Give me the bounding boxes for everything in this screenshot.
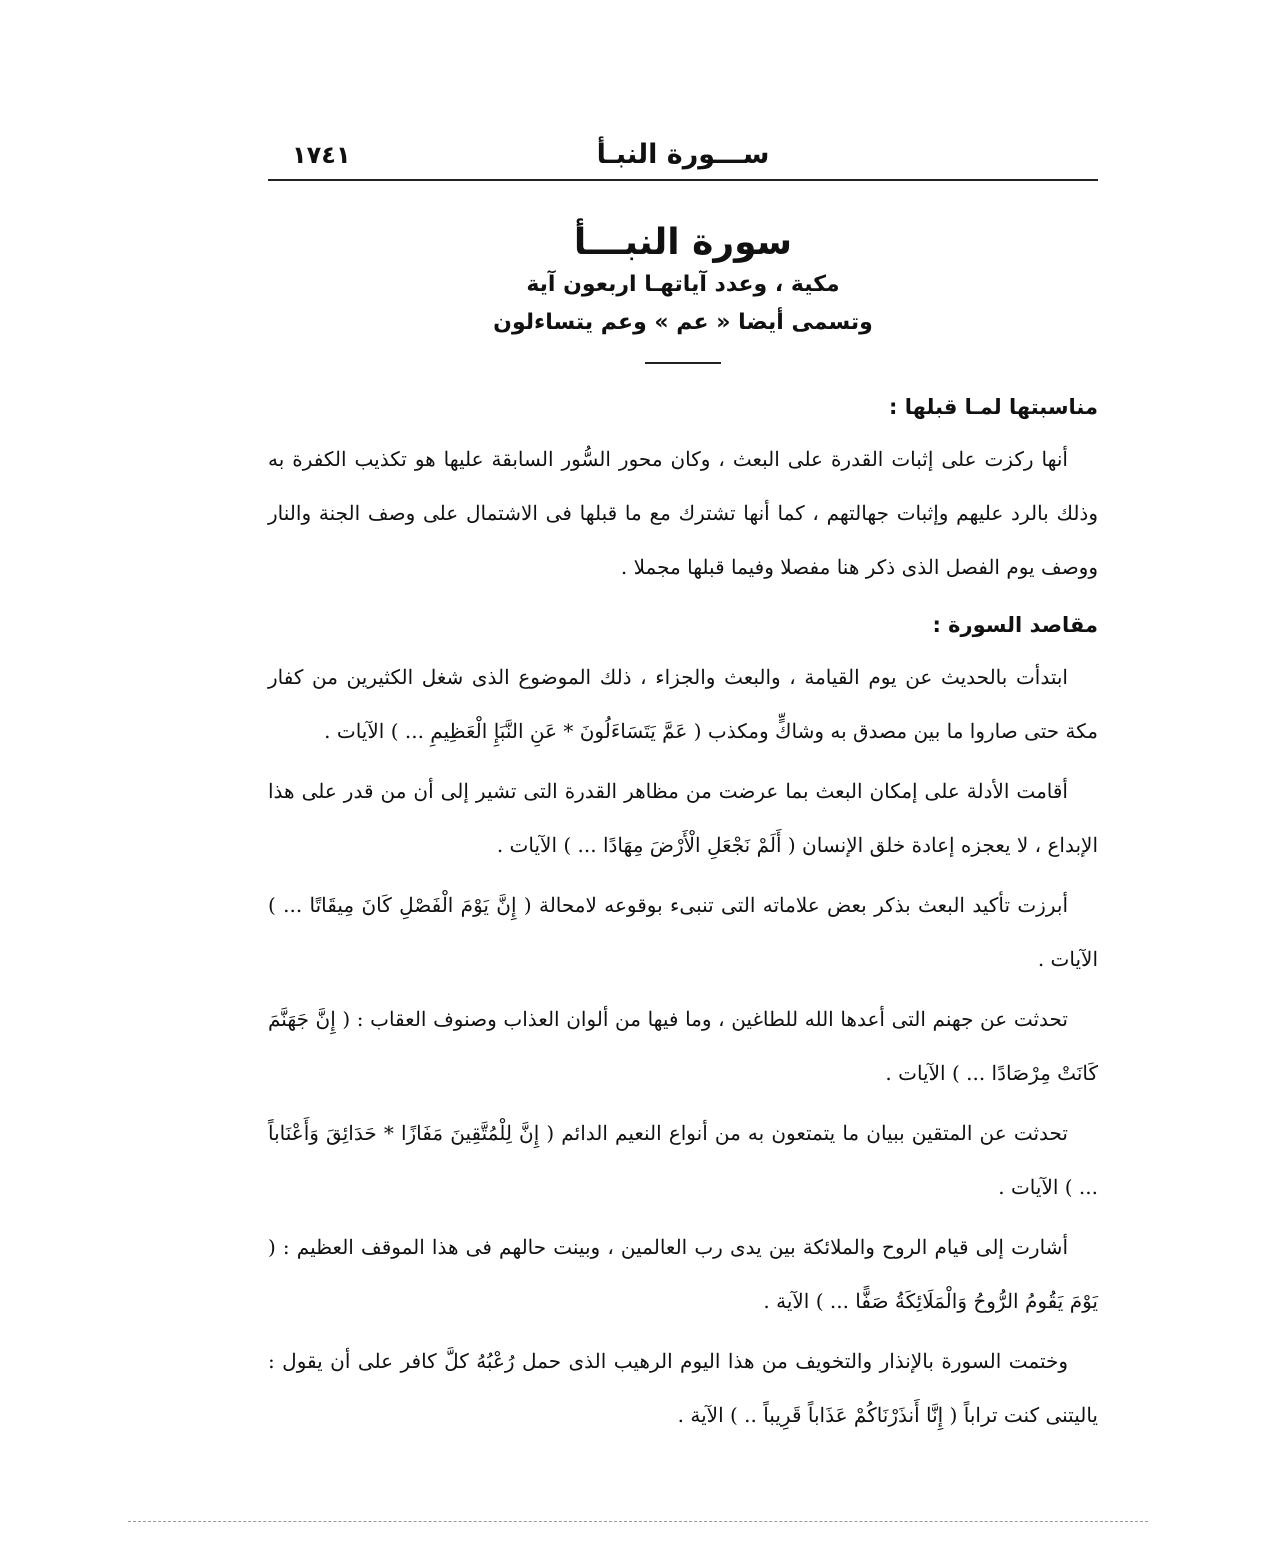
- running-title: ســـورة النبـأ: [596, 139, 770, 170]
- relation-heading: مناسبتها لمـا قبلها :: [888, 395, 1098, 419]
- page-bottom-rule: [128, 1521, 1148, 1522]
- surah-alt-names-line: وتسمى أيضا « عم » وعم يتساءلون: [493, 310, 873, 335]
- objective-paragraph: تحدثت عن جهنم التى أعدها الله للطاغين ، وما فيها من ألوان العذاب وصنوف العقاب : ( إِنَّ جَهَنَّمَ كَانَتْ مِرْصَادًا ... ) الآيات .: [268, 1007, 1098, 1085]
- title-divider: [645, 362, 721, 364]
- objective-paragraph: ابتدأت بالحديث عن يوم القيامة ، والبعث والجزاء ، ذلك الموضوع الذى شغل الكثيرين من كفار مكة حتى صاروا ما بين مصدق به وشاكٍّ ومكذب ( عَمَّ يَتَسَاءَلُونَ * عَنِ النَّبَإِ الْعَظِيمِ ... ) الآيات .: [268, 665, 1098, 743]
- objective-paragraph: تحدثت عن المتقين ببيان ما يتمتعون به من أنواع النعيم الدائم ( إِنَّ لِلْمُتَّقِينَ مَفَازًا * حَدَائِقَ وَأَعْنَاباً ... ) الآيات .: [268, 1121, 1098, 1199]
- surah-info-line: مكية ، وعدد آياتهـا اربعون آية: [526, 272, 840, 297]
- relation-paragraph: أنها ركزت على إثبات القدرة على البعث ، وكان محور السُّور السابقة عليها هو تكذيب الكفرة به وذلك بالرد عليهم وإثبات جهالتهم ، كما أنها تشترك مع ما قبلها فى الاشتمال على وصف الجنة والنار ووصف يوم الفصل الذى ذكر هنا مفصلا وفيما قبلها مجملا .: [268, 447, 1098, 579]
- objective-paragraph: أقامت الأدلة على إمكان البعث بما عرضت من مظاهر القدرة التى تشير إلى أن من قدر على هذا الإبداع ، لا يعجزه إعادة خلق الإنسان ( أَلَمْ نَجْعَلِ الْأَرْضَ مِهَادًا ... ) الآيات .: [268, 779, 1098, 857]
- objectives-heading: مقاصد السورة :: [932, 613, 1098, 637]
- objective-paragraph: أبرزت تأكيد البعث بذكر بعض علاماته التى تنبىء بوقوعه لامحالة ( إِنَّ يَوْمَ الْفَصْلِ كَانَ مِيقَاتًا ... ) الآيات .: [268, 893, 1098, 971]
- objective-paragraph: وختمت السورة بالإنذار والتخويف من هذا اليوم الرهيب الذى حمل رُعْبُهُ كلَّ كافر على أن يقول : ياليتنى كنت تراباً ( إِنَّا أَنذَرْنَاكُمْ عَذَاباً قَرِيباً .. ) الآية .: [268, 1349, 1098, 1427]
- objective-paragraph: أشارت إلى قيام الروح والملائكة بين يدى رب العالمين ، وبينت حالهم فى هذا الموقف العظيم : ( يَوْمَ يَقُومُ الرُّوحُ وَالْمَلَائِكَةُ صَفًّا ... ) الآية .: [268, 1235, 1098, 1313]
- title-block: [268, 220, 1098, 364]
- page-number: ١٧٤١: [292, 141, 351, 169]
- page-body: [268, 382, 1098, 1448]
- page-header: [268, 135, 1098, 181]
- surah-title: سورة النبـــأ: [573, 222, 793, 263]
